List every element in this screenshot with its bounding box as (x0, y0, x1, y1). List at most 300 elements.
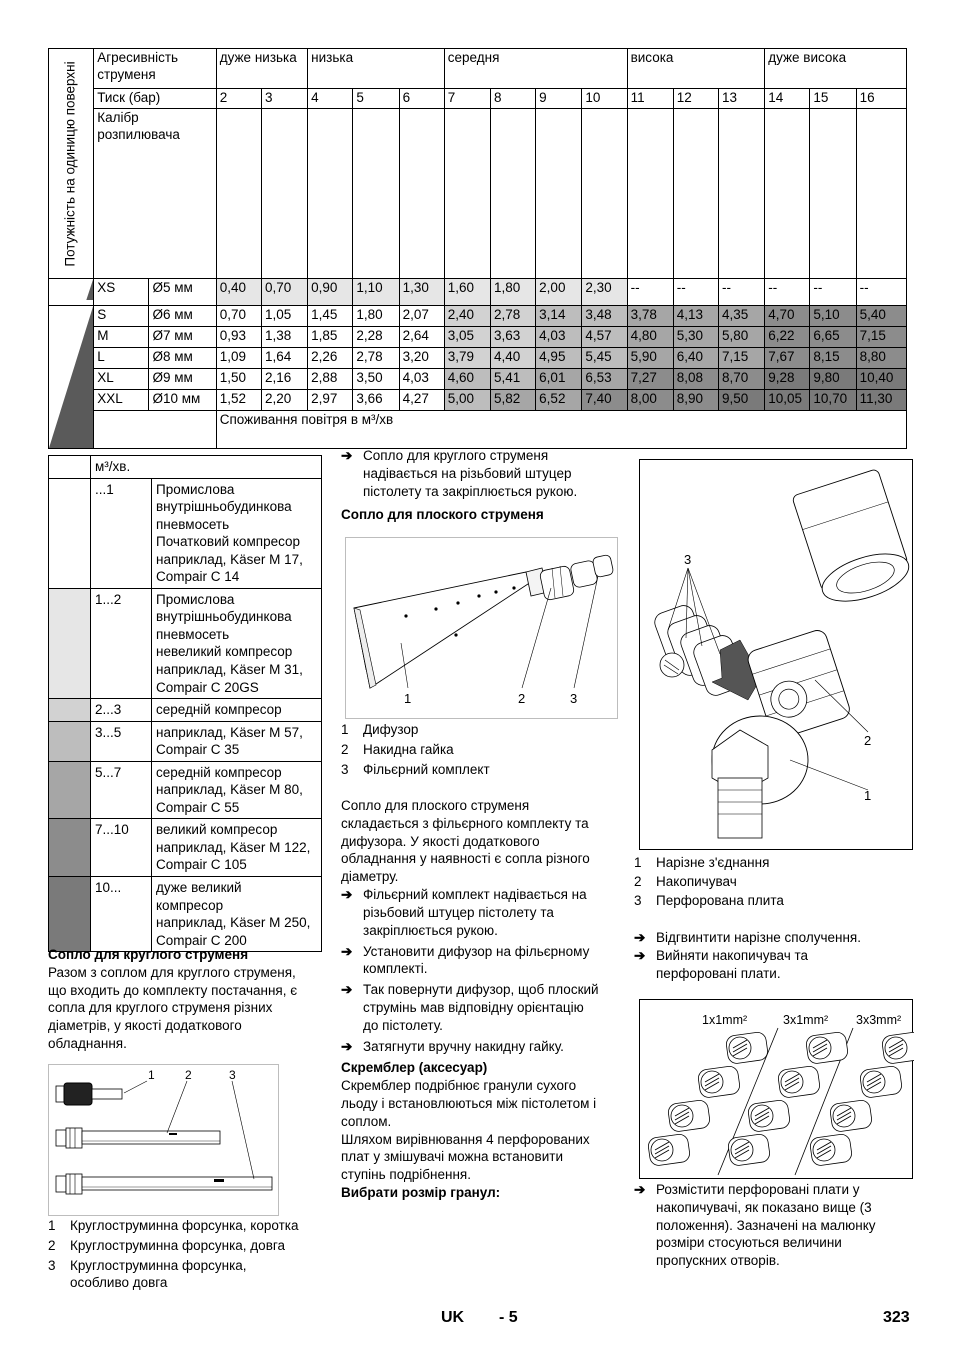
empty-cell (490, 109, 535, 279)
air-value: 4,03 (536, 326, 582, 347)
round-nozzle-text (48, 964, 323, 1053)
air-consumption-table (48, 48, 907, 449)
description-line: наприклад, Käser M 80, (156, 782, 303, 798)
air-value: 0,70 (261, 279, 307, 306)
empty-cell (216, 109, 261, 279)
text-line: плат у змішувачі можна встановити (341, 1149, 563, 1165)
flow-range: 2...3 (91, 699, 152, 722)
step-line: комплекті. (363, 961, 428, 977)
round-nozzles-figure (48, 1064, 279, 1216)
air-value: 0,70 (216, 305, 261, 326)
round-nozzle-heading: Сопло для круглого струменя (48, 947, 249, 962)
air-value: 8,08 (673, 368, 718, 389)
perforated-plate-icon (725, 1031, 769, 1064)
description-line: компресор (156, 897, 224, 913)
description-line: наприклад, Käser M 250, (156, 915, 311, 931)
arrow-right-icon: ➔ (341, 887, 353, 903)
scrambler-drawing (640, 460, 914, 851)
air-value: 11,30 (856, 389, 906, 410)
air-label: Споживання повітря в м³/хв (216, 410, 906, 448)
air-value: 3,63 (490, 326, 535, 347)
perforated-plate-icon (829, 1099, 873, 1132)
description-line: внутрішньобудинкова (156, 499, 292, 515)
description-line: Compair C 35 (156, 742, 240, 758)
legend-item (634, 892, 914, 910)
legend-label: Круглоструминна форсунка, коротка (70, 1218, 299, 1233)
grain-label-3x3: 3x3mm² (856, 1013, 902, 1027)
step-line: положення). Зазначені на малюнку (656, 1217, 876, 1233)
air-value: -- (718, 279, 764, 306)
air-value: 1,45 (308, 305, 353, 326)
air-value: 10,70 (810, 389, 856, 410)
step-line: Установити дифузор на фільєрному (363, 943, 590, 959)
flow-range: 10... (91, 877, 152, 952)
flow-range: 3...5 (91, 721, 152, 761)
scrambler-fig-callout-2: 2 (864, 733, 872, 748)
flat-fig-callout-2: 2 (518, 691, 526, 706)
air-value: 3,20 (399, 347, 444, 368)
legend-label: Перфорована плита (656, 892, 784, 908)
air-value: -- (856, 279, 906, 306)
pressure-label: Тиск (бар) (94, 89, 217, 109)
arrow-right-icon: ➔ (634, 1182, 646, 1197)
shade-cell (49, 721, 91, 761)
pressure-value: 9 (536, 89, 582, 109)
flow-range: 5...7 (91, 761, 152, 819)
legend-item (634, 854, 914, 872)
empty-cell (765, 109, 810, 279)
compressor-table-header: м³/хв. (91, 456, 322, 479)
pressure-value: 2 (216, 89, 261, 109)
flat-nozzle-drawing (346, 538, 619, 720)
step (341, 1038, 616, 1056)
air-value: 1,60 (444, 279, 490, 306)
jet-label: Агресивність струменя (94, 49, 217, 89)
step-line: різьбовий штуцер пістолету та (363, 904, 554, 920)
air-value: 6,53 (582, 368, 627, 389)
pressure-value: 7 (444, 89, 490, 109)
flat-nozzle-section (341, 447, 616, 524)
footer-language: UK (441, 1309, 465, 1326)
step-line: струмінь мав відповідну орієнтацію (363, 999, 584, 1015)
legend-number: 3 (634, 892, 642, 908)
text-line: дифузора. У якості додаткового (341, 833, 540, 849)
air-value: 2,40 (444, 305, 490, 326)
pressure-value: 12 (673, 89, 718, 109)
air-value: 4,95 (536, 347, 582, 368)
step-line: Сопло для круглого струменя (363, 448, 549, 463)
side-label-cell (49, 49, 94, 279)
air-value: 5,82 (490, 389, 535, 410)
table-row (49, 347, 907, 368)
air-value: 2,07 (399, 305, 444, 326)
empty-cell (718, 109, 764, 279)
air-value: 9,80 (810, 368, 856, 389)
text-line: сопла для круглого струменя різних (48, 1000, 273, 1016)
air-value: 5,90 (627, 347, 673, 368)
air-value: 2,26 (308, 347, 353, 368)
grain-label-3x1: 3x1mm² (783, 1013, 829, 1027)
air-value: 1,09 (216, 347, 261, 368)
text-line: діаметрів, у якості додаткового (48, 1018, 242, 1034)
step-line: перфоровані плати. (656, 965, 781, 981)
jet-level-low: низька (308, 49, 445, 89)
jet-level-high: висока (627, 49, 765, 89)
step-line: пропускних отворів. (656, 1253, 780, 1269)
table-row (49, 305, 907, 326)
air-value: 10,40 (856, 368, 906, 389)
description-line: середній компресор (156, 764, 282, 780)
text-line: Шляхом вирівнювання 4 перфорованих (341, 1131, 590, 1147)
shade-cell (49, 877, 91, 952)
footer-local-page: - 5 (499, 1309, 518, 1326)
compressor-description (152, 761, 322, 819)
empty-cell (399, 109, 444, 279)
choose-granule-heading: Вибрати розмір гранул: (341, 1185, 501, 1201)
description-line: Compair C 105 (156, 857, 247, 873)
air-value: 6,65 (810, 326, 856, 347)
nozzle-size: L (94, 347, 149, 368)
step-line: накопичувачі, як показано вище (3 (656, 1199, 872, 1215)
air-value: 1,52 (216, 389, 261, 410)
air-value: 1,05 (261, 305, 307, 326)
description-line: Compair C 200 (156, 932, 247, 948)
perforated-plate-icon (667, 1099, 711, 1132)
text-line: що входить до комплекту постачання, є (48, 982, 298, 998)
air-value: 8,80 (856, 347, 906, 368)
description-line: невеликий компресор (156, 644, 293, 660)
description-line: наприклад, Käser M 17, (156, 551, 303, 567)
nozzle-size: S (94, 305, 149, 326)
shade-cell (49, 588, 91, 698)
air-value: 5,10 (810, 305, 856, 326)
side-label: Потужність на одиницю поверхні (62, 60, 78, 267)
empty-cell (308, 109, 353, 279)
air-value: 5,40 (856, 305, 906, 326)
compressor-description (152, 478, 322, 588)
air-value: 0,40 (216, 279, 261, 306)
perforated-plate-icon (881, 1031, 914, 1064)
air-value: 5,41 (490, 368, 535, 389)
description-line: пневмосеть (156, 626, 230, 642)
air-value: 6,22 (765, 326, 810, 347)
nozzle-size: M (94, 326, 149, 347)
empty-cell (582, 109, 627, 279)
step-line: Фільєрний комплект надівається на (363, 887, 587, 903)
arrow-right-icon: ➔ (341, 448, 353, 463)
pressure-value: 6 (399, 89, 444, 109)
scrambler-fig-callout-3: 3 (684, 552, 692, 567)
text-line: обладнання. (48, 1036, 127, 1052)
perforated-plate-icon (747, 1099, 791, 1132)
flat-fig-callout-1: 1 (404, 691, 412, 706)
air-value: 8,00 (627, 389, 673, 410)
step-line: Затягнути вручну накидну гайку. (363, 1038, 564, 1054)
round-fig-callout-2: 2 (185, 1068, 192, 1082)
legend-label: Накидна гайка (363, 741, 454, 757)
round-nozzle-legend (48, 1217, 323, 1294)
air-value: 10,05 (765, 389, 810, 410)
air-value: 2,88 (308, 368, 353, 389)
shade-cell (49, 819, 91, 877)
legend-item (341, 761, 616, 779)
air-value: 4,70 (765, 305, 810, 326)
granule-size-drawing (640, 1000, 914, 1180)
table-row (49, 588, 322, 698)
legend-number: 3 (48, 1257, 56, 1273)
empty-cell (536, 109, 582, 279)
air-value: 7,67 (765, 347, 810, 368)
air-value: 3,78 (627, 305, 673, 326)
air-value: 8,15 (810, 347, 856, 368)
text-line: ступінь подрібнення. (341, 1167, 471, 1183)
air-value: 2,28 (353, 326, 399, 347)
step (634, 947, 914, 983)
table-row (49, 819, 322, 877)
step-line: Розмістити перфоровані плати у (656, 1182, 860, 1197)
nozzle-diameter: Ø10 мм (149, 389, 216, 410)
table-row (49, 368, 907, 389)
air-value: -- (673, 279, 718, 306)
description-line: Промислова (156, 591, 235, 607)
nozzle-label: Калібр розпилювача (94, 109, 217, 279)
air-value: 8,90 (673, 389, 718, 410)
air-value: 6,40 (673, 347, 718, 368)
round-nozzles-drawing (49, 1065, 280, 1217)
air-value: 1,10 (353, 279, 399, 306)
wedge-top-cell (49, 279, 94, 306)
step-line: Так повернути дифузор, щоб плоский (363, 982, 599, 998)
power-wedge-tip (49, 279, 93, 300)
flow-range: ...1 (91, 478, 152, 588)
empty-cell (856, 109, 906, 279)
air-value: 2,00 (536, 279, 582, 306)
perforated-plate-icon (809, 1133, 853, 1166)
pressure-value: 8 (490, 89, 535, 109)
power-wedge-cell (49, 305, 94, 448)
step-line: Відгвинтити нарізне сполучення. (656, 930, 861, 945)
plate-placement-step (634, 1181, 914, 1270)
legend-number: 1 (341, 722, 349, 737)
air-value: 4,03 (399, 368, 444, 389)
legend-item (341, 741, 616, 759)
nozzle-size: XL (94, 368, 149, 389)
nozzle-diameter: Ø6 мм (149, 305, 216, 326)
scrambler-fig-callout-1: 1 (864, 788, 872, 803)
compressor-description (152, 819, 322, 877)
step-line: надівається на різьбовий штуцер (363, 465, 572, 481)
shade-cell (49, 761, 91, 819)
pressure-value: 16 (856, 89, 906, 109)
air-value: 1,50 (216, 368, 261, 389)
text-line: льоду і встановлюються між пістолетом і (341, 1096, 597, 1111)
step (634, 1181, 914, 1270)
shade-cell (49, 478, 91, 588)
air-value: 8,70 (718, 368, 764, 389)
power-wedge-graphic (49, 306, 93, 448)
legend-label: Накопичувач (656, 873, 737, 889)
legend-label: Круглоструминна форсунка, довга (70, 1237, 285, 1253)
nozzle-diameter: Ø8 мм (149, 347, 216, 368)
flat-nozzle-figure (345, 537, 618, 719)
air-value: 6,01 (536, 368, 582, 389)
footer-page-number: 323 (883, 1309, 910, 1326)
perforated-plate-icon (805, 1031, 849, 1064)
pressure-value: 14 (765, 89, 810, 109)
air-value: 3,14 (536, 305, 582, 326)
step (341, 981, 616, 1034)
text-line: Сопло для плоского струменя (341, 798, 530, 813)
round-fig-callout-3: 3 (229, 1068, 236, 1082)
jet-level-medium: середня (444, 49, 627, 89)
shade-cell-header (49, 456, 91, 479)
air-value: 5,80 (718, 326, 764, 347)
pressure-value: 5 (353, 89, 399, 109)
air-value: 5,45 (582, 347, 627, 368)
air-value: 3,66 (353, 389, 399, 410)
legend-item (48, 1217, 323, 1235)
description-line: Промислова (156, 481, 235, 497)
flat-fig-callout-3: 3 (570, 691, 578, 706)
description-line: наприклад, Käser M 122, (156, 839, 311, 855)
air-value: 7,15 (856, 326, 906, 347)
legend-item (48, 1237, 323, 1255)
description-line: наприклад, Käser M 31, (156, 662, 303, 678)
granule-size-figure (639, 999, 913, 1179)
air-value: 3,50 (353, 368, 399, 389)
empty-cell (810, 109, 856, 279)
air-value: 1,80 (490, 279, 535, 306)
perforated-plate-icon (727, 1133, 771, 1166)
compressor-description (152, 588, 322, 698)
table-row (49, 279, 907, 306)
legend-item (634, 873, 914, 891)
text-line: Разом з соплом для круглого струменя, (48, 964, 296, 980)
air-value: 0,93 (216, 326, 261, 347)
table-row (49, 389, 907, 410)
compressor-description (152, 721, 322, 761)
table-row (49, 877, 322, 952)
air-value: -- (810, 279, 856, 306)
air-value: 5,00 (444, 389, 490, 410)
air-value: 4,35 (718, 305, 764, 326)
text-line: Скремблер подрібнює гранули сухого (341, 1078, 577, 1094)
air-label-spacer (94, 410, 217, 448)
air-value: 2,97 (308, 389, 353, 410)
arrow-right-icon: ➔ (634, 947, 646, 963)
legend-item (341, 721, 616, 739)
description-line: середній компресор (156, 702, 282, 718)
flat-nozzle-description (341, 797, 616, 1202)
air-value: 3,79 (444, 347, 490, 368)
arrow-right-icon: ➔ (341, 1038, 353, 1054)
air-value: 7,40 (582, 389, 627, 410)
air-value: 2,20 (261, 389, 307, 410)
flat-nozzle-legend (341, 721, 616, 780)
air-value: 1,85 (308, 326, 353, 347)
air-value: 4,57 (582, 326, 627, 347)
empty-cell (444, 109, 490, 279)
step-line: розміри стосуються величини (656, 1235, 842, 1251)
table-row (49, 721, 322, 761)
table-row (49, 478, 322, 588)
air-value: 2,16 (261, 368, 307, 389)
air-value: 9,28 (765, 368, 810, 389)
air-value: 4,80 (627, 326, 673, 347)
pressure-value: 3 (261, 89, 307, 109)
pressure-value: 15 (810, 89, 856, 109)
round-fig-callout-1: 1 (148, 1068, 155, 1082)
grain-label-1x1: 1x1mm² (702, 1013, 748, 1027)
compressor-table (48, 455, 322, 952)
legend-label: Нарізне з'єднання (656, 855, 770, 870)
pressure-value: 4 (308, 89, 353, 109)
perforated-plate-icon (859, 1065, 903, 1098)
jet-level-very-high: дуже висока (765, 49, 907, 89)
table-row (49, 699, 322, 722)
step (341, 943, 616, 979)
legend-label: Фільєрний комплект (363, 761, 490, 777)
text-line: соплом. (341, 1113, 392, 1129)
nozzle-size: XXL (94, 389, 149, 410)
air-value: 2,78 (490, 305, 535, 326)
scrambler-legend (634, 854, 914, 910)
compressor-description (152, 699, 322, 722)
text-line: діаметру. (341, 869, 399, 885)
air-value: 1,30 (399, 279, 444, 306)
step-line: до пістолету. (363, 1017, 443, 1033)
round-nozzle-section (48, 946, 323, 1053)
step-line: Вийняти накопичувач та (656, 947, 809, 963)
air-value: 1,38 (261, 326, 307, 347)
description-line: Compair C 55 (156, 799, 240, 815)
air-value: 1,80 (353, 305, 399, 326)
arrow-right-icon: ➔ (634, 930, 646, 945)
description-line: Compair C 14 (156, 569, 240, 585)
air-value: -- (627, 279, 673, 306)
round-nozzle-mount-step (341, 447, 616, 500)
air-value: 7,27 (627, 368, 673, 389)
empty-cell (627, 109, 673, 279)
air-value: 2,64 (399, 326, 444, 347)
flat-nozzle-heading: Сопло для плоского струменя (341, 507, 544, 523)
air-value: 0,90 (308, 279, 353, 306)
air-value: 3,48 (582, 305, 627, 326)
step (634, 929, 914, 947)
air-value: 4,27 (399, 389, 444, 410)
description-line: Compair C 20GS (156, 679, 259, 695)
air-value: 7,15 (718, 347, 764, 368)
table-row (49, 326, 907, 347)
flow-range: 7...10 (91, 819, 152, 877)
table-row (49, 761, 322, 819)
description-line: пневмосеть (156, 516, 230, 532)
nozzle-diameter: Ø7 мм (149, 326, 216, 347)
legend-number: 1 (48, 1218, 56, 1233)
nozzle-diameter: Ø5 мм (149, 279, 216, 306)
air-value: 4,13 (673, 305, 718, 326)
legend-item (48, 1257, 323, 1293)
scrambler-figure (639, 459, 913, 850)
arrow-right-icon: ➔ (341, 982, 353, 998)
scrambler-heading: Скремблер (аксесуар) (341, 1060, 488, 1076)
legend-number: 2 (634, 873, 642, 889)
jet-level-very-low: дуже низька (216, 49, 307, 89)
flow-range: 1...2 (91, 588, 152, 698)
perforated-plate-icon (697, 1065, 741, 1098)
step-line: закріплюється рукою. (363, 922, 498, 938)
legend-label: особливо довга (70, 1275, 168, 1291)
